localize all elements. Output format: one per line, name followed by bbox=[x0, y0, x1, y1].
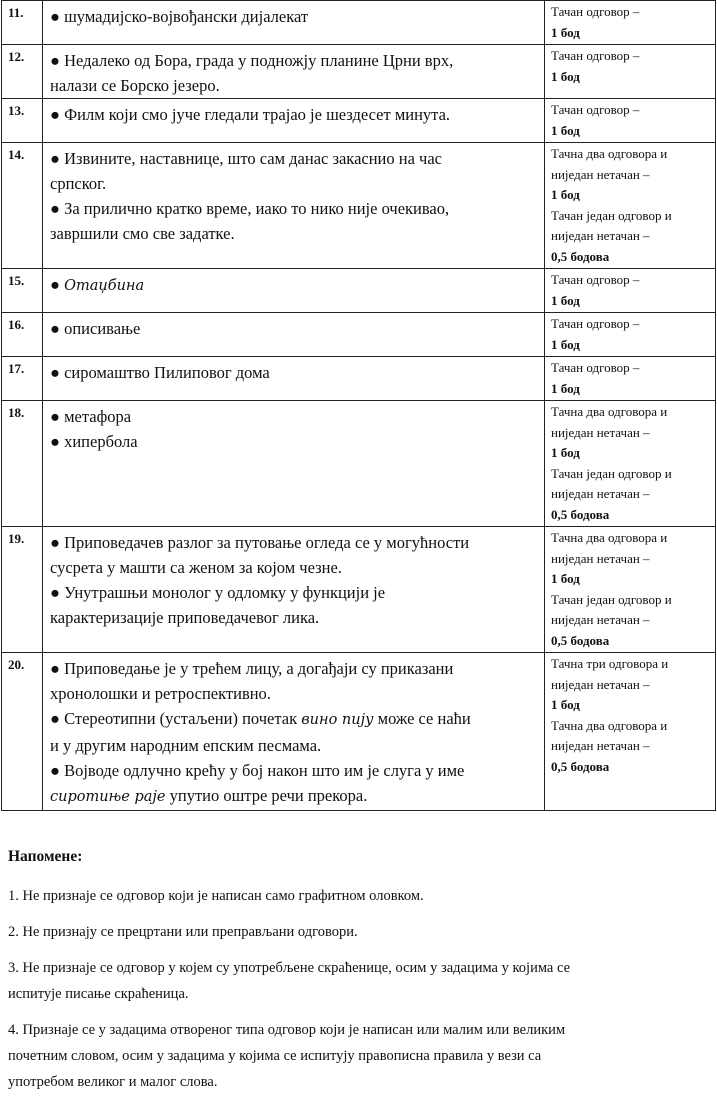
table-row bbox=[2, 653, 716, 811]
note-line: 4. Признаје се у задацима отвореног типа одговор који је написан или малим или великим bbox=[8, 1022, 566, 1038]
table-row bbox=[2, 143, 716, 269]
answer-cell bbox=[43, 357, 545, 401]
scoring-table bbox=[1, 0, 716, 811]
task-number: 16. bbox=[2, 313, 43, 357]
table-row bbox=[2, 357, 716, 401]
score-criterion: Тачна два одговора и bbox=[551, 717, 668, 733]
text-run: ● Приповедање је у трећем лицу, а догађаји су приказани bbox=[50, 659, 454, 678]
task-number: 18. bbox=[2, 401, 43, 527]
table-row bbox=[2, 1, 716, 45]
score-cell bbox=[545, 143, 716, 269]
score-criterion: Тачна два одговора и bbox=[551, 146, 668, 161]
table-row bbox=[2, 313, 716, 357]
score-cell bbox=[545, 45, 716, 99]
score-criterion: ниједан нетачан – bbox=[551, 550, 650, 566]
score-cell bbox=[545, 401, 716, 527]
score-criterion: Тачан одговор – bbox=[551, 102, 640, 117]
task-number: 14. bbox=[2, 143, 43, 269]
answer-line bbox=[50, 404, 540, 429]
text-run: упутио оштре речи прекора. bbox=[165, 786, 368, 805]
table-row bbox=[2, 99, 716, 143]
answer-line bbox=[50, 48, 540, 73]
text-run: ● Приповедачев разлог за путовање огледа се у могућности bbox=[50, 533, 470, 552]
note-line: 3. Не признаје се одговор у којем су употребљене скраћенице, осим у задацима у којима се bbox=[8, 960, 571, 976]
answer-cell bbox=[43, 45, 545, 99]
note-item bbox=[8, 955, 708, 1007]
score-cell bbox=[545, 527, 716, 653]
task-number: 17. bbox=[2, 357, 43, 401]
score-criterion: ниједан нетачан – bbox=[551, 486, 650, 501]
task-number: 15. bbox=[2, 269, 43, 313]
answer-line bbox=[50, 429, 540, 454]
text-run: српског. bbox=[50, 174, 107, 193]
score-cell bbox=[545, 313, 716, 357]
score-criterion: ниједан нетачан – bbox=[551, 612, 650, 627]
table-row bbox=[2, 45, 716, 99]
score-points: 1 бод bbox=[551, 336, 580, 352]
answer-line bbox=[50, 530, 540, 555]
score-criterion: Тачан одговор – bbox=[551, 360, 640, 375]
task-number: 12. bbox=[2, 45, 43, 99]
table-row bbox=[2, 269, 716, 313]
note-line: употребом великог и малог слова. bbox=[8, 1074, 218, 1090]
table-row bbox=[2, 527, 716, 653]
text-run: хронолошки и ретроспективно. bbox=[50, 684, 271, 703]
answer-line bbox=[50, 555, 540, 580]
score-criterion: Тачан одговор – bbox=[551, 4, 640, 19]
text-run: ● bbox=[50, 275, 65, 294]
text-run: ● шумадијско-војвођански дијалекат bbox=[50, 7, 309, 26]
note-item bbox=[8, 883, 708, 909]
answer-cell bbox=[43, 401, 545, 527]
text-run: ● хипербола bbox=[50, 432, 138, 451]
text-run: и у другим народним епским песмама. bbox=[50, 736, 322, 755]
text-run: ● За прилично кратко време, иако то нико није очекивао, bbox=[50, 199, 450, 218]
score-points: 1 бод bbox=[551, 380, 580, 396]
task-number: 19. bbox=[2, 527, 43, 653]
note-item bbox=[8, 919, 708, 945]
text-run: ● Војводе одлучно крећу у бој након што им је слуга у име bbox=[50, 761, 465, 780]
score-criterion: ниједан нетачан – bbox=[551, 738, 650, 753]
text-run: ● описивање bbox=[50, 319, 141, 338]
score-points: 0,5 бодова bbox=[551, 506, 610, 522]
score-points: 1 бод bbox=[551, 122, 580, 138]
answer-line bbox=[50, 316, 540, 341]
answer-line bbox=[50, 146, 540, 171]
score-points: 1 бод bbox=[551, 697, 580, 712]
score-criterion: Тачна два одговора и bbox=[551, 404, 668, 419]
score-criterion: Тачан један одговор и bbox=[551, 207, 672, 223]
answer-line bbox=[50, 656, 540, 681]
answer-line bbox=[50, 783, 540, 810]
answer-line bbox=[50, 580, 540, 605]
answer-cell bbox=[43, 313, 545, 357]
score-criterion: Тачан одговор – bbox=[551, 48, 640, 63]
answer-cell bbox=[43, 653, 545, 811]
score-criterion: Тачна два одговора и bbox=[551, 530, 668, 545]
answer-line bbox=[50, 758, 540, 783]
notes-section bbox=[8, 848, 708, 1105]
answer-line bbox=[50, 706, 540, 733]
answer-line bbox=[50, 733, 540, 758]
score-criterion: Тачна три одговора и bbox=[551, 656, 669, 671]
score-points: 1 бод bbox=[551, 68, 580, 84]
answer-line bbox=[50, 272, 540, 299]
score-points: 1 бод bbox=[551, 292, 580, 308]
text-run: карактеризације приповедачевог лика. bbox=[50, 608, 320, 627]
text-run: завршили смо све задатке. bbox=[50, 224, 235, 243]
score-criterion: ниједан нетачан – bbox=[551, 676, 650, 692]
score-points: 1 бод bbox=[551, 187, 580, 202]
score-cell bbox=[545, 269, 716, 313]
answer-line bbox=[50, 360, 540, 385]
score-points: 1 бод bbox=[551, 24, 580, 40]
task-number: 13. bbox=[2, 99, 43, 143]
task-number: 20. bbox=[2, 653, 43, 811]
answer-cell bbox=[43, 1, 545, 45]
score-points: 0,5 бодова bbox=[551, 248, 610, 264]
score-points: 1 бод bbox=[551, 571, 580, 586]
note-line: 2. Не признају се прецртани или преправљани одговори. bbox=[8, 924, 358, 940]
answer-line bbox=[50, 221, 540, 246]
score-criterion: Тачан један одговор и bbox=[551, 591, 672, 607]
answer-cell bbox=[43, 99, 545, 143]
score-cell bbox=[545, 99, 716, 143]
answer-line bbox=[50, 605, 540, 630]
task-number: 11. bbox=[2, 1, 43, 45]
table-row bbox=[2, 401, 716, 527]
answer-cell bbox=[43, 143, 545, 269]
score-criterion: Тачан одговор – bbox=[551, 272, 640, 287]
text-run: може се наћи bbox=[373, 709, 471, 728]
score-criterion: ниједан нетачан – bbox=[551, 424, 650, 440]
note-line: испитује писање скраћеница. bbox=[8, 986, 189, 1002]
italic-term: вино пију bbox=[301, 712, 374, 728]
score-points: 0,5 бодова bbox=[551, 632, 610, 648]
score-cell bbox=[545, 1, 716, 45]
score-criterion: ниједан нетачан – bbox=[551, 228, 650, 243]
italic-term: Отаџбина bbox=[64, 278, 145, 294]
answer-line bbox=[50, 681, 540, 706]
answer-cell bbox=[43, 269, 545, 313]
text-run: ● Филм који смо јуче гледали трајао је шездесет минута. bbox=[50, 105, 451, 124]
note-line: 1. Не признаје се одговор који је написан само графитном оловком. bbox=[8, 888, 424, 904]
score-criterion: Тачан један одговор и bbox=[551, 465, 672, 481]
score-criterion: ниједан нетачан – bbox=[551, 166, 650, 182]
answer-line bbox=[50, 196, 540, 221]
text-run: ● Недалеко од Бора, града у подножју планине Црни врх, bbox=[50, 51, 454, 70]
note-item bbox=[8, 1017, 708, 1095]
italic-term: сиротиње раје bbox=[50, 789, 166, 805]
text-run: ● Стереотипни (устаљени) почетак bbox=[50, 709, 302, 728]
score-criterion: Тачан одговор – bbox=[551, 316, 640, 331]
answer-line bbox=[50, 102, 540, 127]
score-points: 0,5 бодова bbox=[551, 758, 610, 774]
text-run: сусрета у машти са женом за којом чезне. bbox=[50, 558, 342, 577]
notes-title: Напомене: bbox=[8, 848, 83, 865]
answer-cell bbox=[43, 527, 545, 653]
score-cell bbox=[545, 653, 716, 811]
score-points: 1 бод bbox=[551, 445, 580, 460]
score-cell bbox=[545, 357, 716, 401]
text-run: ● сиромаштво Пилиповог дома bbox=[50, 363, 270, 382]
answer-line bbox=[50, 171, 540, 196]
answer-line bbox=[50, 4, 540, 29]
answer-line bbox=[50, 73, 540, 98]
text-run: ● Извините, наставнице, што сам данас закаснио на час bbox=[50, 149, 442, 168]
text-run: налази се Борско језеро. bbox=[50, 76, 220, 95]
text-run: ● метафора bbox=[50, 407, 132, 426]
text-run: ● Унутрашњи монолог у одломку у функцији је bbox=[50, 583, 386, 602]
note-line: почетним словом, осим у задацима у којима се испитују правописна правила у вези са bbox=[8, 1048, 542, 1064]
